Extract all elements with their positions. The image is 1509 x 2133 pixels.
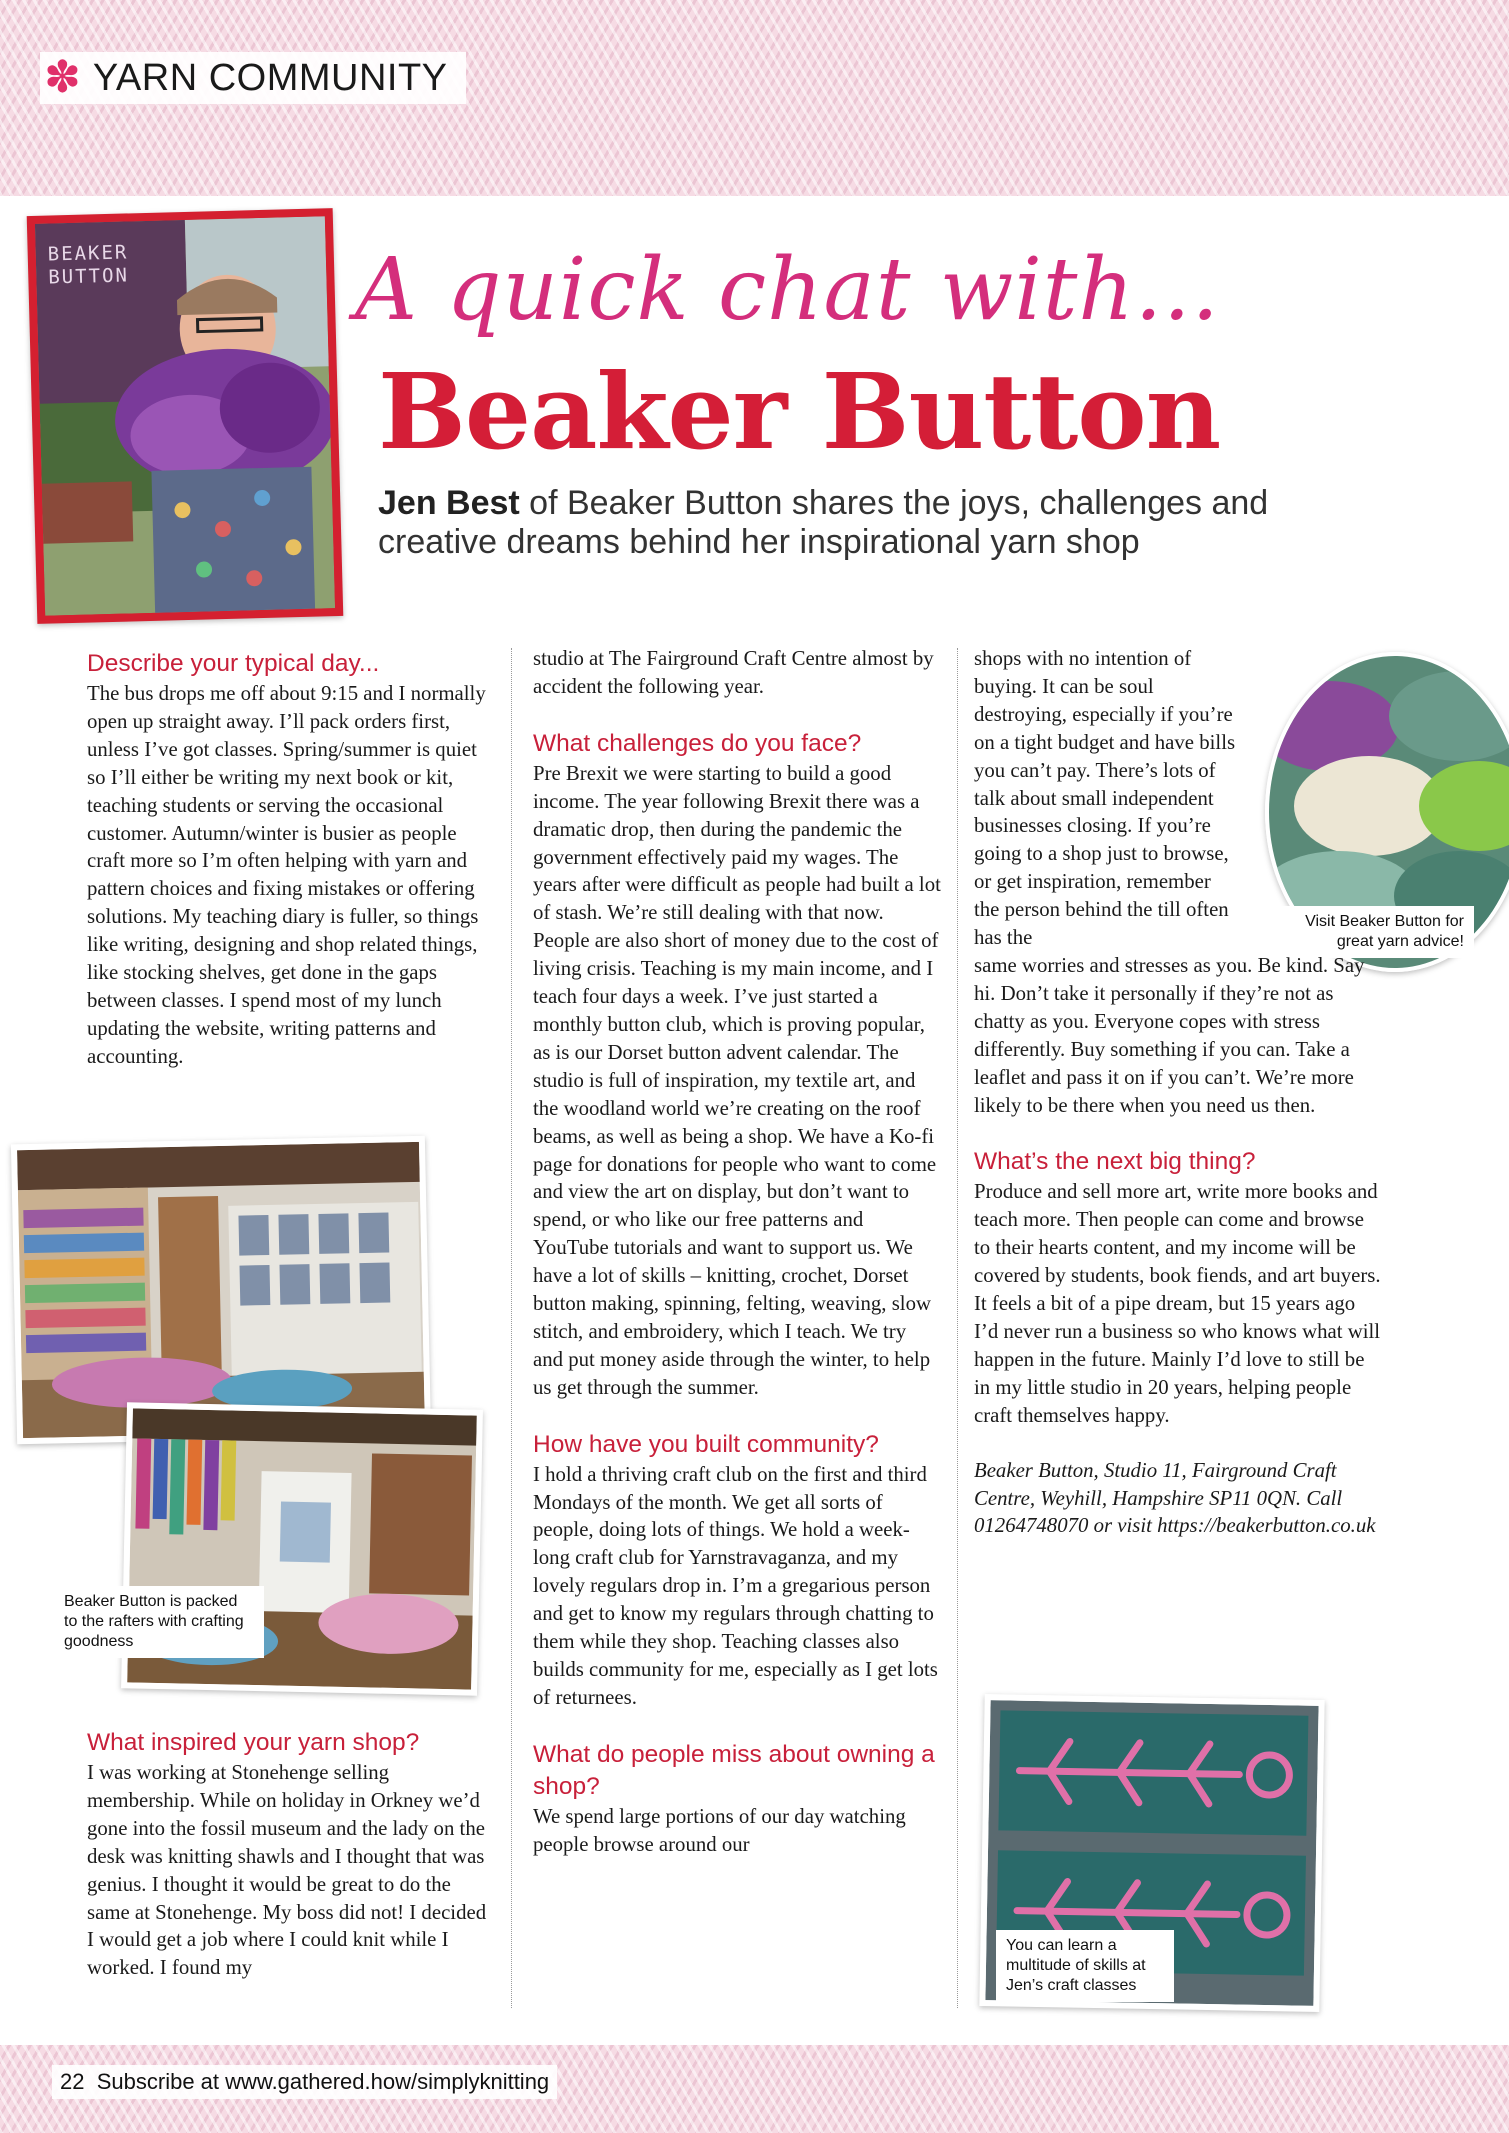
title-script: A quick chat with... (355, 240, 1220, 340)
body-inspired: I was working at Stonehenge selling membership. While on holiday in Orkney we’d gone into the fossil museum and the lady on the desk was knitting shawls and I thought that was genius. I thought it would be great to do the same at Stonehenge. My boss did not! I decided I would get a job where I could knit while I worked. I found my (87, 1761, 487, 1980)
body-miss-shop: We spend large portions of our day watching people browse around our (533, 1804, 906, 1856)
footer (52, 2065, 557, 2099)
page-title: Beaker Button (378, 350, 1221, 473)
column-divider-1 (511, 648, 512, 2008)
body-be-kind: same worries and stresses as you. Be kind. Say hi. Don’t take it personally if they’re not as chatty as you. Everyone copes with stress differently. Buy something if you can. Take a leaflet and pass it on if you can’t. We’re more likely to be there when you need us then. (974, 954, 1365, 1117)
page-number: 22 (60, 2069, 85, 2094)
body-challenges: Pre Brexit we were starting to build a good income. The year following Brexit there was a dramatic drop, then during the pandemic the government effectively paid my wages. The years after were difficult as people had built a lot of stash. We’re still dealing with that now. People are also short of money due to the cost of living crisis. Teaching is my main income, and I teach four days a week. I’ve just started a monthly button club, which is proving popular, as is our Dorset button advent calendar. The studio is full of inspiration, my textile art, and the woodland world we’re creating on the roof beams, as well as being a shop. We have a Ko-fi page for donations for people who want to come and view the art on display, but don’t want to spend, or who like our free patterns and YouTube tutorials and want to support us. We have a lot of skills – knitting, crochet, Dorset button making, spinning, felting, weaving, slow stitch, and embroidery, which I teach. We try and put money aside through the winter, to help us get through the summer. (533, 761, 941, 1399)
column-1-bottom (87, 1727, 487, 1982)
body-studio-continued: studio at The Fairground Craft Centre almost by accident the following year. (533, 647, 934, 698)
section-title: YARN COMMUNITY (92, 56, 448, 99)
body-community: I hold a thriving craft club on the first and third Mondays of the month. We get all sorts of people, doing lots of things. We hold a week-long craft club for Yarnstravaganza, and my lovely regulars drop in. I’m a gregarious person and get to know my regulars through chatting to them while they shop. Teaching classes also builds community for me, especially as I get lots of returnees. (533, 1462, 938, 1709)
interviewee-name: Jen Best (378, 484, 520, 522)
heading-typical-day: Describe your typical day... (87, 650, 380, 677)
column-divider-2 (957, 648, 958, 2008)
heading-challenges: What challenges do you face? (533, 729, 862, 757)
body-typical-day: The bus drops me off about 9:15 and I normally open up straight away. I’ll pack orders first, unless I’ve got classes. Spring/summer is quiet so I’ll either be writing my next book or kit, teaching students or serving the occasional customer. Autumn/winter is busier as people craft more so I’m often helping with yarn and pattern choices and fixing mistakes or offering solutions. My teaching diary is fuller, so things like writing, designing and shop related things, like stocking shelves, get done in the gaps between classes. I spend most of my lunch updating the website, writing patterns and accounting. (87, 682, 486, 1068)
shop-sign-text: BEAKER BUTTON (47, 241, 130, 289)
standfirst-text: of Beaker Button shares the joys, challenges and creative dreams behind her inspirational yarn shop (378, 484, 1269, 561)
heading-inspired: What inspired your yarn shop? (87, 1729, 420, 1756)
hero-photo (27, 208, 344, 624)
section-label (40, 52, 466, 104)
asterisk-flower-icon: ✽ (44, 52, 81, 103)
caption-yarn: Visit Beaker Button for great yarn advice! (1270, 906, 1474, 958)
caption-shop: Beaker Button is packed to the rafters with crafting goodness (54, 1586, 264, 1658)
column-3-bottom (974, 952, 1384, 1540)
heading-next-big-thing: What’s the next big thing? (974, 1148, 1256, 1176)
heading-miss-shop: What do people miss about owning a shop? (533, 1740, 935, 1800)
column-1 (87, 648, 487, 1071)
body-next-big-thing: Produce and sell more art, write more books and teach more. Then people can come and browse to their hearts content, and my income will be covered by students, book fiends, and art buyers. It feels a bit of a pipe dream, but 15 years ago I’d never run a business so who knows what will happen in the future. Mainly I’d love to still be in my little studio in 20 years, helping people craft themselves happy. (974, 1180, 1381, 1427)
column-3-top (974, 645, 1236, 952)
standfirst (378, 484, 1378, 562)
caption-mitts: You can learn a multitude of skills at Jen’s craft classes (996, 1930, 1174, 2002)
shop-interior-photo (11, 1136, 431, 1445)
body-browse: shops with no intention of buying. It can be soul destroying, especially if you’re on a tight budget and have bills you can’t pay. There’s lots of talk about small independent businesses closing. If you’re going to a shop just to browse, or get inspiration, remember the person behind the till often has the (974, 647, 1236, 950)
contact-address: Beaker Button, Studio 11, Fairground Craft Centre, Weyhill, Hampshire SP11 0QN. Call 01264748070 or visit https://beakerbutton.co.uk (974, 1458, 1376, 1538)
column-2 (533, 645, 941, 1859)
subscribe-link[interactable]: Subscribe at www.gathered.how/simplyknitting (96, 2069, 550, 2094)
heading-community: How have you built community? (533, 1430, 879, 1458)
